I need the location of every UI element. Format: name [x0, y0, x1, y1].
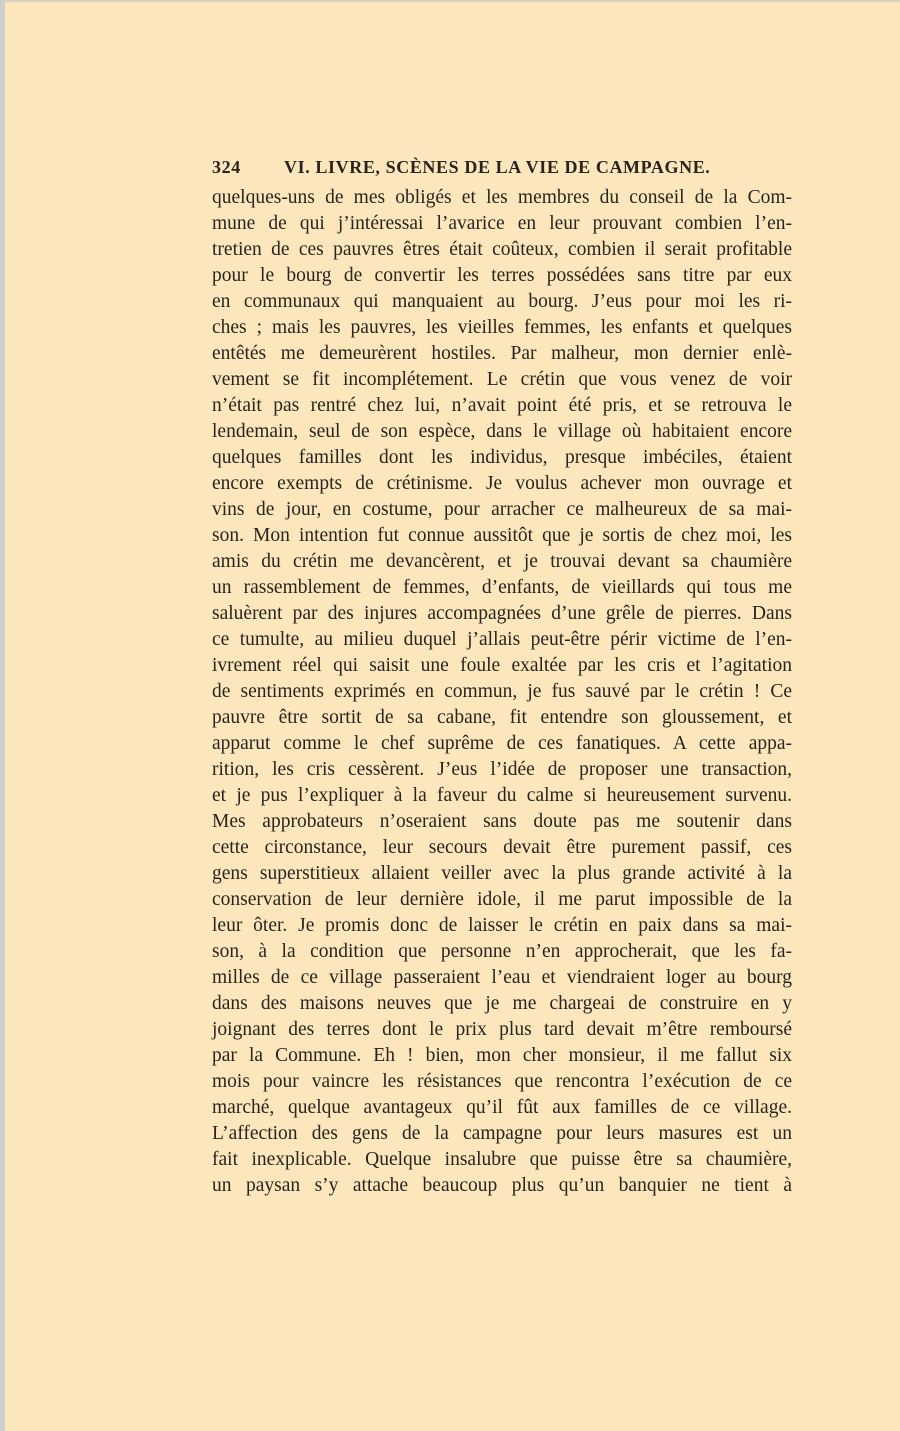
text-line: un paysan s’y attache beaucoup plus qu’un banquier ne tient à: [212, 1175, 792, 1196]
text-line: lendemain, seul de son espèce, dans le village où habitaient encore: [212, 421, 792, 442]
text-line: vement se fit incomplétement. Le crétin que vous venez de voir: [212, 369, 792, 390]
text-line: un rassemblement de femmes, d’enfants, de vieillards qui tous me: [212, 577, 792, 598]
text-line: et je pus l’expliquer à la faveur du calme si heureusement survenu.: [212, 785, 792, 806]
text-line: Mes approbateurs n’oseraient sans doute pas me soutenir dans: [212, 811, 792, 832]
text-line: conservation de leur dernière idole, il me parut impossible de la: [212, 889, 792, 910]
text-line: pauvre être sortit de sa cabane, fit entendre son gloussement, et: [212, 707, 792, 728]
text-line: cette circonstance, leur secours devait être purement passif, ces: [212, 837, 792, 858]
text-line: dans des maisons neuves que je me chargeai de construire en y: [212, 993, 792, 1014]
text-line: ce tumulte, au milieu duquel j’allais peut-être périr victime de l’en-: [212, 629, 792, 650]
text-line: apparut comme le chef suprême de ces fanatiques. A cette appa-: [212, 733, 792, 754]
text-line: leur ôter. Je promis donc de laisser le crétin en paix dans sa mai-: [212, 915, 792, 936]
text-line: de sentiments exprimés en commun, je fus sauvé par le crétin ! Ce: [212, 681, 792, 702]
page-number: 324: [212, 157, 241, 177]
scan-left-edge: [0, 0, 5, 1431]
text-line: quelques familles dont les individus, presque imbéciles, étaient: [212, 447, 792, 468]
text-line: entêtés me demeurèrent hostiles. Par malheur, mon dernier enlè-: [212, 343, 792, 364]
text-line: joignant des terres dont le prix plus tard devait m’être remboursé: [212, 1019, 792, 1040]
text-line: mune de qui j’intéressai l’avarice en leur prouvant combien l’en-: [212, 213, 792, 234]
text-line: vins de jour, en costume, pour arracher ce malheureux de sa mai-: [212, 499, 792, 520]
text-line: fait inexplicable. Quelque insalubre que puisse être sa chaumière,: [212, 1149, 792, 1170]
text-line: quelques-uns de mes obligés et les membres du conseil de la Com-: [212, 187, 792, 208]
text-line: en communaux qui manquaient au bourg. J’eus pour moi les ri-: [212, 291, 792, 312]
text-line: pour le bourg de convertir les terres possédées sans titre par eux: [212, 265, 792, 286]
text-line: par la Commune. Eh ! bien, mon cher monsieur, il me fallut six: [212, 1045, 792, 1066]
text-line: milles de ce village passeraient l’eau et viendraient loger au bourg: [212, 967, 792, 988]
body-text: [212, 185, 792, 1199]
text-line: marché, quelque avantageux qu’il fût aux familles de ce village.: [212, 1097, 792, 1118]
text-line: rition, les cris cessèrent. J’eus l’idée de proposer une transaction,: [212, 759, 792, 780]
running-title: VI. LIVRE, SCÈNES DE LA VIE DE CAMPAGNE.: [284, 157, 711, 177]
text-line: ivrement réel qui saisit une foule exaltée par les cris et l’agitation: [212, 655, 792, 676]
running-head: [212, 157, 792, 183]
text-line: tretien de ces pauvres êtres était coûteux, combien il serait profitable: [212, 239, 792, 260]
text-line: ches ; mais les pauvres, les vieilles femmes, les enfants et quelques: [212, 317, 792, 338]
text-line: n’était pas rentré chez lui, n’avait point été pris, et se retrouva le: [212, 395, 792, 416]
text-line: saluèrent par des injures accompagnées d’une grêle de pierres. Dans: [212, 603, 792, 624]
text-line: gens superstitieux allaient veiller avec la plus grande activité à la: [212, 863, 792, 884]
text-line: L’affection des gens de la campagne pour leurs masures est un: [212, 1123, 792, 1144]
scan-top-edge: [0, 0, 900, 2]
text-line: son, à la condition que personne n’en approcherait, que les fa-: [212, 941, 792, 962]
text-line: amis du crétin me devancèrent, et je trouvai devant sa chaumière: [212, 551, 792, 572]
text-line: son. Mon intention fut connue aussitôt que je sortis de chez moi, les: [212, 525, 792, 546]
text-line: encore exempts de crétinisme. Je voulus achever mon ouvrage et: [212, 473, 792, 494]
text-line: mois pour vaincre les résistances que rencontra l’exécution de ce: [212, 1071, 792, 1092]
